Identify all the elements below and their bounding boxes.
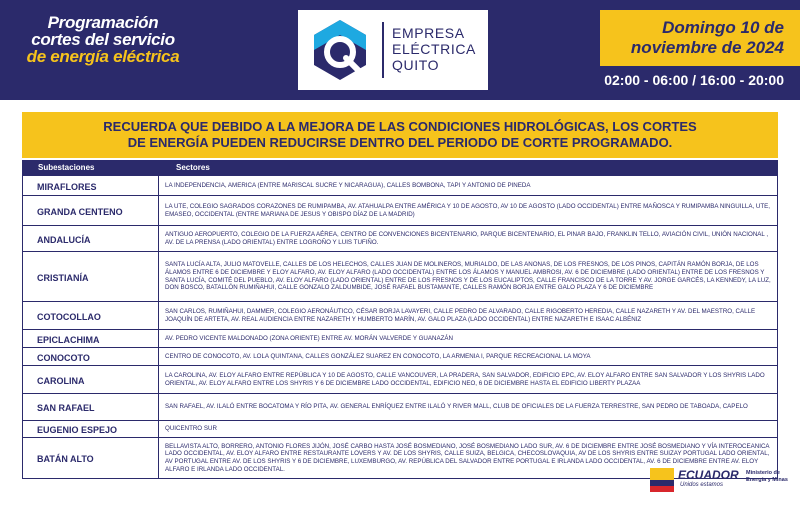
- sector-list: LA CAROLINA, AV. ELOY ALFARO ENTRE REPÚBLICA Y 10 DE AGOSTO, CALLE VANCOUVER, LA PRADERA, SAN SALVADOR, EDIFICIO EPC, AV. ELOY ALFARO ENTRE SAN SALVADOR Y LOS SHYRIS LADO ORIENTAL, AV. ELOY ALFARO ENTRE LOS SHYRIS Y 6 DE DICIEMBRE LADO OCCIDENTAL, EDIFICIO NEO, 6 DE DICIEMBRE HASTA EL EDIFICIO LIBERTY PLAZAA: [165, 371, 765, 387]
- company-logo: [298, 10, 488, 90]
- title-line-1: Programación: [47, 13, 159, 32]
- ministry-line-1: Ministerio de: [746, 470, 780, 476]
- date-badge: [600, 10, 800, 66]
- sector-list: BELLAVISTA ALTO, BORRERO, ANTONIO FLORES JIJÓN, JOSÉ CARBO HASTA JOSÉ BOSMEDIANO, JOSÉ BOSMEDIANO LADO SUR, AV. 6 DE DICIEMBRE ENTRE JOSÉ BOSMEDIANO Y VÍA INTEROCEANICA LADO OCCIDENTAL, AV. ELOY ALFARO ENTRE RESTAURANTE LOVERS Y AV. DE LOS SHYRIS, CALLE SUIZA, BELGICA, CHECOSLOVAQUIA, AV DE LOS SHYRIS ENTRE SUIZAY PORTUGAL LADO ORIENTAL, AV PORTUGAL ENTRE AV. DE LOS SHYRIS Y 6 DE DICIEMBRE, LUXEMBURGO, AV. REPÚBLICA DEL SALVADOR ENTRE PORTUGAL E IRLANDA LADO OCCIDENTAL, AV. 6 DE DICIEMBRE ENTRE AV. ELOY ALFARO E IRLANDA LADO OCCIDENTAL.: [165, 442, 770, 473]
- time-range: 02:00 - 06:00 / 16:00 - 20:00: [604, 72, 784, 88]
- table-header: [22, 160, 778, 176]
- header-substations: Subestaciones: [38, 163, 95, 172]
- title-line-3: de energía eléctrica: [26, 47, 180, 66]
- header-banner: [0, 0, 800, 100]
- logo-separator: [382, 22, 384, 78]
- substation-name: ANDALUCÍA: [23, 226, 159, 251]
- table-row: [22, 421, 778, 438]
- government-logo: [650, 462, 790, 502]
- ecuador-tagline: Unidos estamos: [680, 482, 724, 488]
- substation-name: EUGENIO ESPEJO: [23, 421, 159, 437]
- substation-name: COTOCOLLAO: [23, 302, 159, 329]
- table-row: [22, 302, 778, 330]
- table-row: [22, 394, 778, 421]
- substation-name: EPICLACHIMA: [23, 330, 159, 347]
- ministry-name: [746, 470, 788, 484]
- table-row: [22, 252, 778, 302]
- sector-list: AV. PEDRO VICENTE MALDONADO (ZONA ORIENTE) ENTRE AV. MORÁN VALVERDE Y GUANAZÁN: [165, 334, 454, 342]
- header-sectors: Sectores: [176, 163, 210, 172]
- logo-line-1: EMPRESA: [392, 25, 465, 41]
- ministry-line-2: Energía y Minas: [746, 477, 788, 483]
- table-row: [22, 226, 778, 252]
- ecuador-flag-icon: [650, 468, 674, 492]
- sector-list: LA UTE, COLEGIO SAGRADOS CORAZONES DE RUMIPAMBA, AV. ATAHUALPA ENTRE AMÉRICA Y 10 DE AGOSTO, AV 10 DE AGOSTO (LADO OCCIDENTAL) ENTRE MAÑOSCA Y RUMIPAMBA NINGUILLA, UTE, EMASEO, OCCIDENTAL (ENTRE MARIANA DE JESUS Y OBISPO DÍAZ DE LA MADRID): [165, 202, 771, 218]
- eeq-logo-icon: [306, 16, 374, 84]
- substation-name: CRISTIANÍA: [23, 252, 159, 301]
- sector-list: LA INDEPENDENCIA, AMERICA (ENTRE MARISCAL SUCRE Y NICARAGUA), CALLES BOMBONA, TAPI Y ANTONIO DE PINEDA: [165, 181, 531, 189]
- notice-line-2: DE ENERGÍA PUEDEN REDUCIRSE DENTRO DEL PERIODO DE CORTE PROGRAMADO.: [127, 135, 673, 150]
- substation-name: BATÁN ALTO: [23, 438, 159, 478]
- logo-line-2: ELÉCTRICA: [392, 41, 476, 57]
- sector-list: SAN CARLOS, RUMIÑAHUI, DAMMER, COLEGIO AERONÁUTICO, CÉSAR BORJA LAVAYERI, CALLE PEDRO DE ALVARADO, CALLE RIGOBERTO HEREDIA, CALLE NAZARETH Y AV. DEL MAESTRO, CALLE JOAQUÍN DE ARTETA, AV. REAL AUDIENCIA ENTRE NAZARETH Y HUMBERTO MARÍN, AV. GALO PLAZA (LADO OCCIDENTAL) ENTRE NAZARETH E ISAAC ALBÉNIZ: [165, 307, 756, 323]
- sector-list: SAN RAFAEL, AV. ILALÓ ENTRE BOCATOMA Y RÍO PITA, AV. GENERAL ENRÍQUEZ ENTRE ILALÓ Y RIVER MALL, CLUB DE OFICIALES DE LA FUERZA TERRESTRE, SAN PEDRO DE TABOADA, CAPELO: [165, 403, 748, 411]
- logo-text: [392, 25, 476, 73]
- substation-name: CONOCOTO: [23, 348, 159, 365]
- ecuador-wordmark: ECUADOR: [678, 468, 739, 482]
- notice-line-1: RECUERDA QUE DEBIDO A LA MEJORA DE LAS CONDICIONES HIDROLÓGICAS, LOS CORTES: [103, 119, 697, 134]
- table-row: [22, 366, 778, 394]
- title-line-2: cortes del servicio: [31, 30, 175, 49]
- outage-table: [22, 160, 778, 479]
- notice-banner: [22, 112, 778, 158]
- sector-list: CENTRO DE CONOCOTO, AV. LOLA QUINTANA, CALLES GONZÁLEZ SUAREZ EN CONOCOTO, LA ARMENIA I, PARQUE RECREACIONAL LA MOYA: [165, 352, 591, 360]
- substation-name: MIRAFLORES: [23, 176, 159, 195]
- header-title: [18, 14, 188, 65]
- sector-list: QUICENTRO SUR: [165, 425, 217, 433]
- substation-name: CAROLINA: [23, 366, 159, 393]
- logo-line-3: QUITO: [392, 57, 440, 73]
- substation-name: SAN RAFAEL: [23, 394, 159, 420]
- table-row: [22, 348, 778, 366]
- date-line-1: Domingo 10 de: [662, 18, 784, 37]
- date-line-2: noviembre de 2024: [630, 38, 784, 57]
- sector-list: ANTIGUO AEROPUERTO, COLEGIO DE LA FUERZA AÉREA, CENTRO DE CONVENCIONES BICENTENARIO, PARQUE BICENTENARIO, EL PINAR BAJO, FRANKLIN TELLO, AVIACIÓN CIVIL, UNIÓN NACIONAL , AV. DE LA PRENSA (LADO ORIENTAL) ENTRE LOGROÑO Y LUIS TUFIÑO.: [165, 230, 769, 246]
- table-row: [22, 330, 778, 348]
- table-row: [22, 176, 778, 196]
- sector-list: SANTA LUCÍA ALTA, JULIO MATOVELLE, CALLES DE LOS HELECHOS, CALLES JUAN DE MOLINEROS, MURIALDO, DE LAS ANONAS, DE LOS FRESNOS, DE LOS PINOS, CAPITÁN RAMÓN BORJA, DE LOS ÁLAMOS ENTRE 6 DE DICIEMBRE Y ELOY ALFARO, AV. ELOY ALFARO (LADO OCCIDENTAL) ENTRE LOS ÁLAMOS Y MANUEL AMBROSI, AV. 6 DE DICIEMBRE (LADO ORIENTAL) ENTRE DE LOS FRESNOS Y SANTA LUCÍA, COMITÉ DEL PUEBLO, AV. ELOY ALFARO (LADO ORIENTAL) ENTRE DE LOS FRESNOS Y DE LOS EUCALIPTOS, CALLE FRANCISCO DE LA TORRE Y AV. JORGE GARCÉS, LA KENNEDY, LA LUZ, DON BOSCO, BATALLÓN RUMIÑAHUI, CALLE GONZALO ZALDUMBIDE, JOSÉ RAFAEL BUSTAMANTE, CALLES RAMÓN BORJA ENTRE GALO PLAZA Y 6 DE DICIEMBRE: [165, 261, 771, 292]
- substation-name: GRANDA CENTENO: [23, 196, 159, 225]
- table-row: [22, 196, 778, 226]
